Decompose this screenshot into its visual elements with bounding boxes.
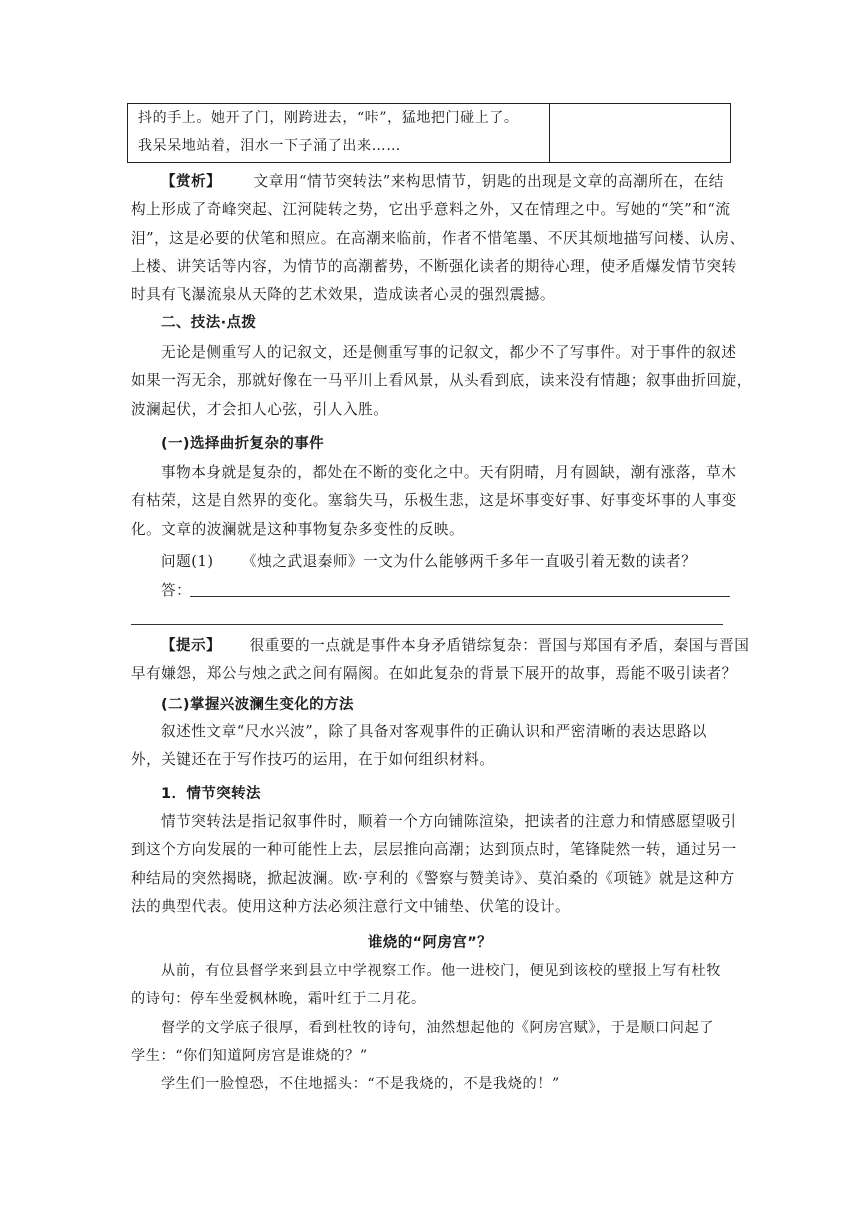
- paragraph-line: 叙述性文章“尺水兴波”，除了具备对客观事件的正确认识和严密清晰的表达思路以: [161, 723, 708, 740]
- paragraph-line: 法的典型代表。使用这种方法必须注意行文中铺垫、伏笔的设计。: [131, 897, 571, 915]
- section-intro-paragraph: [131, 339, 752, 424]
- paragraph-line: 种结局的突然揭晓，掀起波澜。欧·亨利的《警察与赞美诗》、莫泊桑的《项链》就是这种方: [131, 869, 735, 887]
- paragraph-line: 事物本身就是复杂的，都处在不断的变化之中。天有阴晴，月有圆缺，潮有涨落，草木: [161, 464, 737, 481]
- subsection-heading: (二)掌握兴波澜生变化的方法: [161, 697, 354, 713]
- analysis-text: 时具有飞瀑流泉从天降的艺术效果，造成读者心灵的强烈震撼。: [131, 286, 556, 304]
- paragraph-line: 到这个方向发展的一种可能性上去，层层推向高潮；达到顶点时，笔锋陡然一转，通过另一: [131, 841, 737, 859]
- analysis-text: 泪”，这是必要的伏笔和照应。在高潮来临前，作者不惜笔墨、不厌其烦地描写问楼、认房、: [131, 229, 745, 247]
- table-line: 我呆呆地站着，泪水一下子涌了出来……: [138, 138, 401, 154]
- hint-label: 【提示】: [161, 638, 222, 654]
- answer-row: [131, 577, 192, 605]
- table-line: 抖的手上。她开了门，刚跨进去，“咔”，猛地把门碰上了。: [138, 110, 519, 126]
- paragraph-line: 学生们一脸惶恐，不住地摇头：“不是我烧的，不是我烧的！”: [161, 1076, 560, 1093]
- answer-blank-line[interactable]: [131, 624, 723, 625]
- story-table-fragment: [127, 103, 731, 163]
- answer-blank-line[interactable]: [190, 596, 730, 597]
- method-paragraph: [131, 808, 737, 921]
- paragraph-line: 的诗句：停车坐爱枫林晚，霜叶红于二月花。: [131, 991, 426, 1008]
- paragraph-line: 学生：“你们知道阿房宫是谁烧的？”: [131, 1047, 368, 1064]
- question-line: [131, 548, 731, 576]
- paragraph-line: 有枯荣，这是自然界的变化。塞翁失马，乐极生悲，这是坏事变好事、好事变坏事的人事变: [131, 492, 737, 510]
- question-text: 《烛之武退秦师》一文为什么能够两千多年一直吸引着无数的读者？: [242, 553, 697, 570]
- question-label: 问题(1): [161, 553, 214, 570]
- subsection-heading: (一)选择曲折复杂的事件: [161, 436, 325, 452]
- subsection-paragraph: [131, 459, 737, 544]
- analysis-text: 上楼、讲笑话等内容，为情节的高潮蓄势，不断强化读者的期待心理，使矛盾爆发情节突转: [131, 257, 737, 275]
- answer-label: 答：: [161, 582, 192, 599]
- analysis-text: 构上形成了奇峰突起、江河陡转之势，它出乎意料之外，又在情理之中。写她的“笑”和“流: [131, 201, 731, 219]
- paragraph-line: 化。文章的波澜就是这种事物复杂多变性的反映。: [131, 520, 465, 538]
- story-title: 谁烧的“阿房宫”？: [367, 935, 493, 951]
- story-paragraph: [131, 957, 731, 1098]
- hint-text: 早有嫌怨，郑公与烛之武之间有隔阂。在如此复杂的背景下展开的故事，焉能不吸引读者？: [131, 665, 737, 683]
- hint-paragraph: [131, 632, 750, 689]
- paragraph-line: 从前，有位县督学来到县立中学视察工作。他一进校门，便见到该校的壁报上写有杜牧: [161, 963, 722, 979]
- paragraph-line: 情节突转法是指记叙事件时，顺着一个方向铺陈渲染，把读者的注意力和情感愿望吸引: [161, 813, 737, 830]
- paragraph-line: 外，关键还在于写作技巧的运用，在于如何组织材料。: [131, 751, 495, 769]
- analysis-label: 【赏析】: [161, 174, 222, 190]
- table-column-divider: [549, 104, 550, 162]
- analysis-paragraph: [131, 168, 745, 309]
- paragraph-line: 无论是侧重写人的记叙文，还是侧重写事的记叙文，都少不了写事件。对于事件的叙述: [161, 344, 737, 361]
- analysis-text: 文章用“情节突转法”来构思情节，钥匙的出现是文章的高潮所在，在结: [253, 173, 724, 190]
- method-heading: 1．情节突转法: [161, 786, 261, 802]
- paragraph-line: 督学的文学底子很厚，看到杜牧的诗句，油然想起他的《阿房宫赋》，于是顺口问起了: [161, 1019, 714, 1036]
- paragraph-line: 波澜起伏，才会扣人心弦，引人入胜。: [131, 400, 389, 418]
- hint-text: 很重要的一点就是事件本身矛盾错综复杂：晋国与郑国有矛盾，秦国与晋国: [249, 637, 750, 654]
- subsection-paragraph: [131, 718, 731, 775]
- section-heading: 二、技法·点拨: [161, 315, 257, 331]
- paragraph-line: 如果一泻无余，那就好像在一马平川上看风景，从头看到底，读来没有情趣；叙事曲折回旋，: [131, 372, 752, 390]
- table-left-cell: [138, 104, 543, 160]
